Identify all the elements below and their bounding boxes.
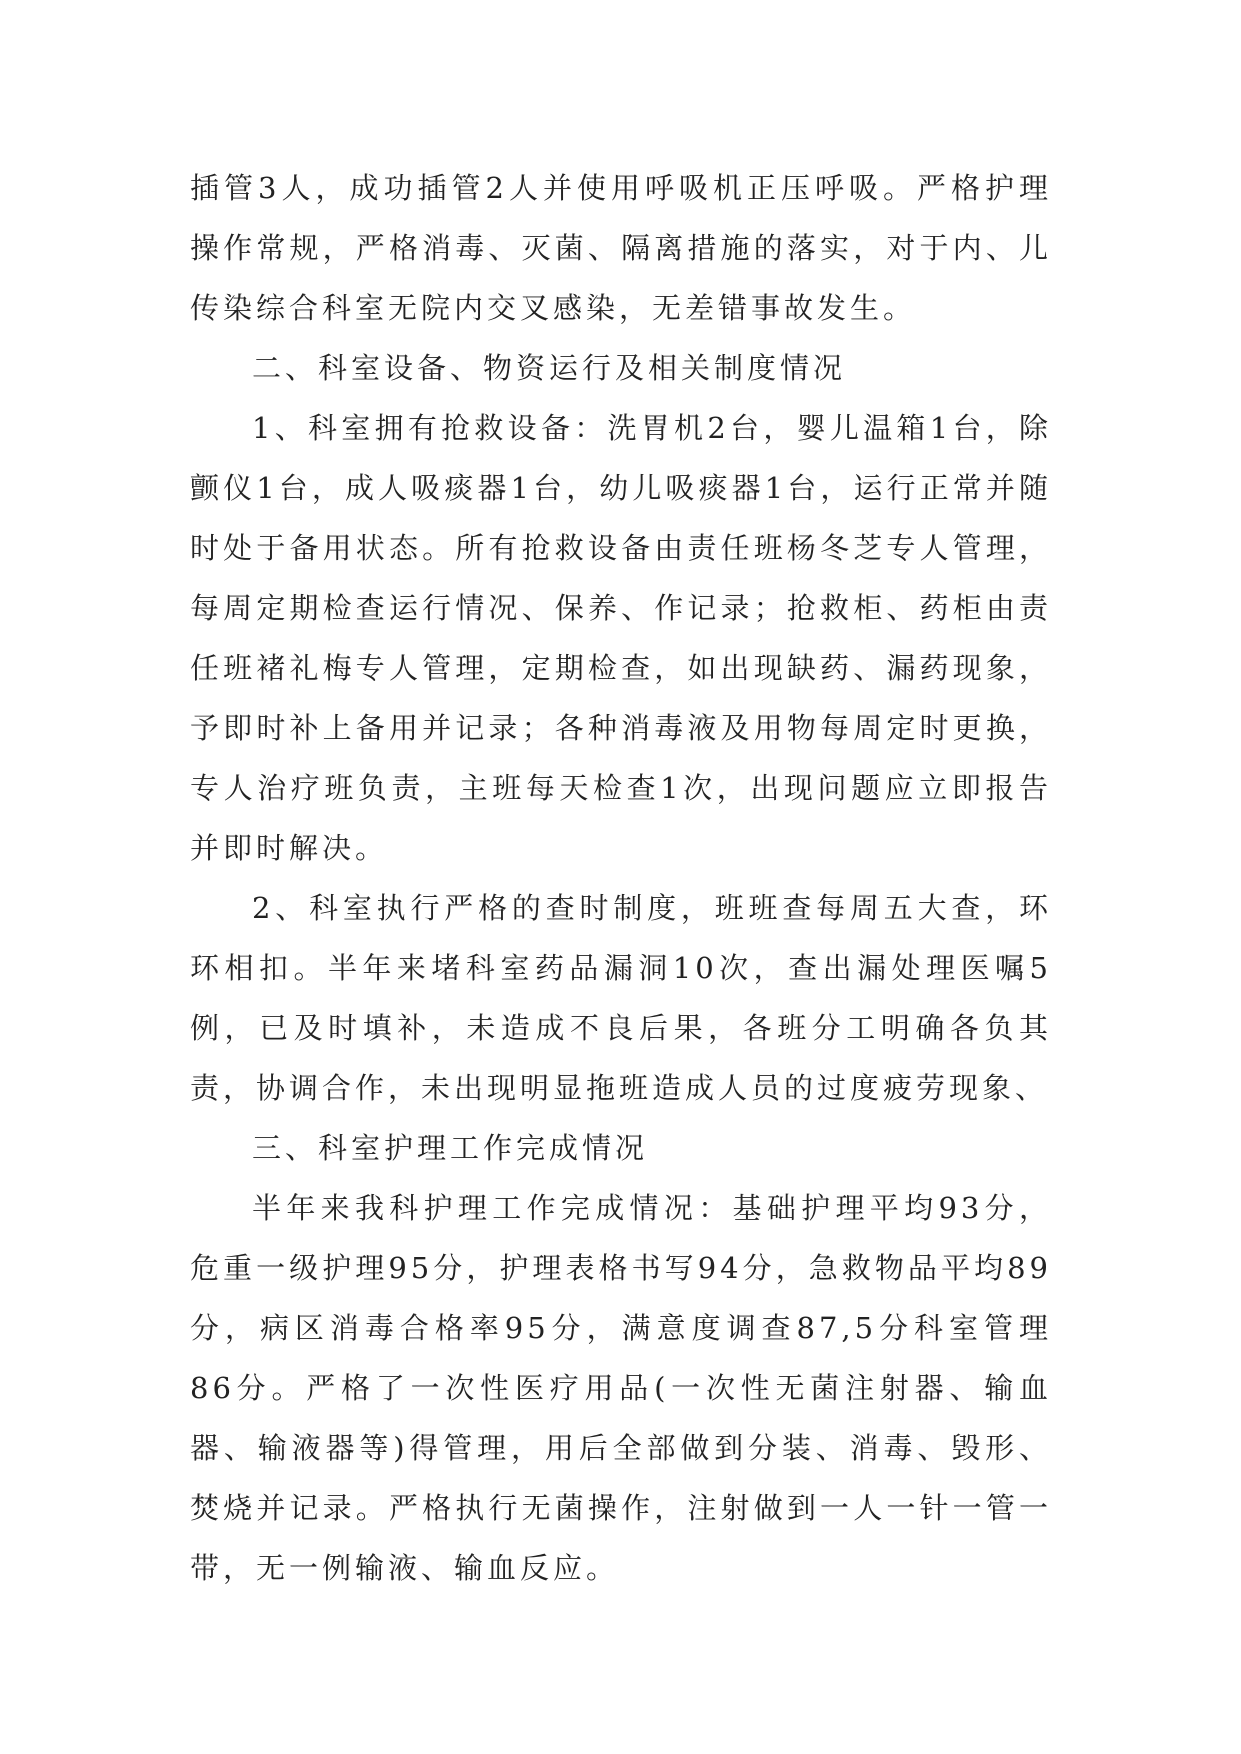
section-heading-nursing-work: 三、科室护理工作完成情况 — [252, 1131, 649, 1165]
paragraph-rescue-equipment: 1、科室拥有抢救设备：洗胃机2台，婴儿温箱1台，除颤仪1台，成人吸痰器1台，幼儿吸痰器1台，运行正常并随时处于备用状态。所有抢救设备由责任班杨冬芝专人管理，每周定期检查运行情况、保养、作记录；抢救柜、药柜由责任班褚礼梅专人管理，定期检查，如出现缺药、漏药现象，予即时补上备用并记录；各种消毒液及用物每周定时更换，专人治疗班负责，主班每天检查1次，出现问题应立即报告并即时解决。 — [190, 411, 1052, 865]
paragraph-inspection-system: 2、科室执行严格的查时制度，班班查每周五大查，环环相扣。半年来堵科室药品漏洞10次，查出漏处理医嘱5例，已及时填补，未造成不良后果，各班分工明确各负其责，协调合作，未出现明显拖班造成人员的过度疲劳现象、 — [190, 891, 1052, 1105]
paragraph-continuation: 插管3人，成功插管2人并使用呼吸机正压呼吸。严格护理操作常规，严格消毒、灭菌、隔离措施的落实，对于内、儿传染综合科室无院内交叉感染，无差错事故发生。 — [190, 171, 1052, 325]
document-body — [190, 158, 1052, 1598]
section-heading-equipment: 二、科室设备、物资运行及相关制度情况 — [252, 351, 847, 385]
paragraph-nursing-scores: 半年来我科护理工作完成情况：基础护理平均93分，危重一级护理95分，护理表格书写94分，急救物品平均89分，病区消毒合格率95分，满意度调查87,5分科室管理86分。严格了一次性医疗用品(一次性无菌注射器、输血器、输液器等)得管理，用后全部做到分装、消毒、毁形、焚烧并记录。严格执行无菌操作，注射做到一人一针一管一带，无一例输液、输血反应。 — [190, 1191, 1052, 1585]
